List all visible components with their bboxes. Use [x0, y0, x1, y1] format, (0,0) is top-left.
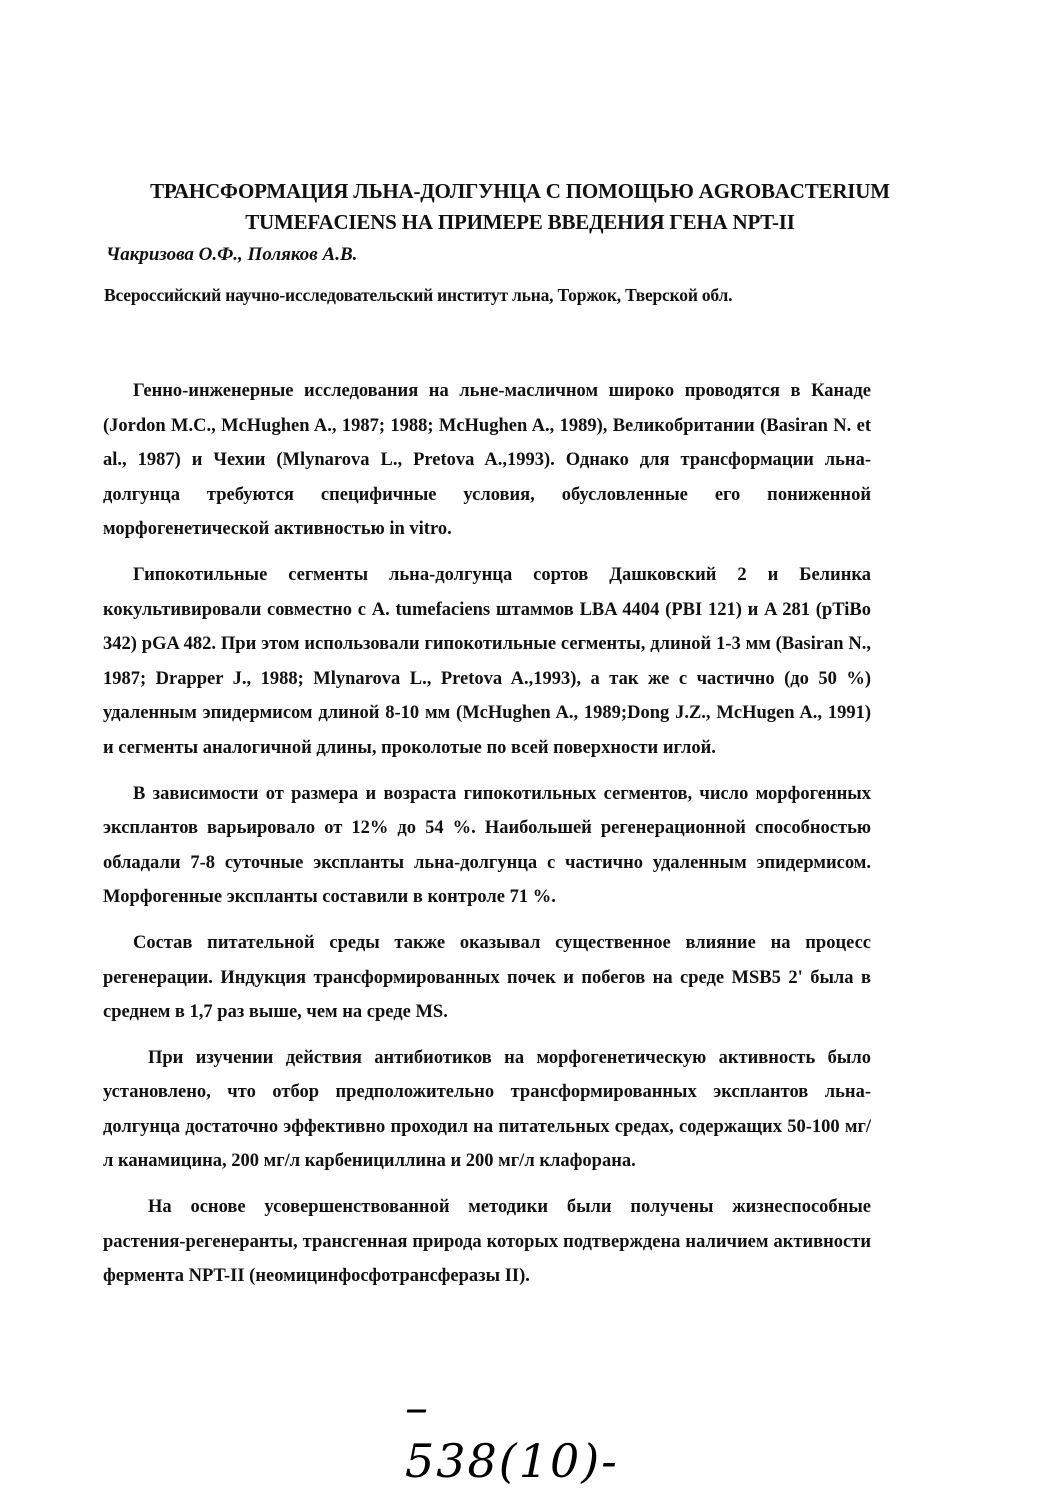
paragraph-2: Гипокотильные сегменты льна-долгунца сортов Дашковский 2 и Белинка кокультивировали совместно с A. tumefaciens штаммов LBA 4404 (PBI 121) и A 281 (pTiBo 342) pGA 482. При этом использовали гипокотильные сегменты, длиной 1-3 мм (Basiran N., 1987; Drapper J., 1988; Mlynarova L., Pretova A.,1993), а так же с частично (до 50 %) удаленным эпидермисом длиной 8-10 мм (McHughen A., 1989;Dong J.Z., McHugen A., 1991) и сегменты аналогичной длины, проколотые по всей поверхности иглой. — [103, 564, 871, 758]
paragraph-5: При изучении действия антибиотиков на морфогенетическую активность было установлено, что отбор предположительно трансформированных эксплантов льна-долгунца достаточно эффективно проходил на питательных средах, содержащих 50-100 мг/л канамицина, 200 мг/л карбенициллина и 200 мг/л клафорана. — [103, 1047, 871, 1172]
paper-title — [100, 176, 940, 238]
paragraph-1: Генно-инженерные исследования на льне-масличном широко проводятся в Канаде (Jordon M.C., McHughen A., 1987; 1988; McHughen A., 1989), Великобритании (Basiran N. et al., 1987) и Чехии (Mlynarova L., Pretova A.,1993). Однако для трансформации льна-долгунца требуются специфичные условия, обусловленные его пониженной морфогенетической активностью in vitro. — [103, 381, 871, 540]
affiliation: Всероссийский научно-исследовательский институт льна, Торжок, Тверской обл. — [104, 285, 733, 305]
handwritten-page-number: – 538(10)- — [405, 1380, 619, 1488]
title-line-1: ТРАНСФОРМАЦИЯ ЛЬНА-ДОЛГУНЦА С ПОМОЩЬЮ AGROBACTERIUM — [150, 179, 890, 203]
title-line-2: TUMEFACIENS НА ПРИМЕРЕ ВВЕДЕНИЯ ГЕНА NPT-II — [245, 210, 795, 234]
paragraph-6: На основе усовершенствованной методики были получены жизнеспособные растения-регенеранты, трансгенная природа которых подтверждена наличием активности фермента NPT-II (неомицинфосфотрансферазы II). — [103, 1197, 871, 1287]
body-text — [103, 374, 871, 1305]
authors: Чакризова О.Ф., Поляков А.В. — [106, 244, 358, 265]
paragraph-3: В зависимости от размера и возраста гипокотильных сегментов, число морфогенных эксплантов варьировало от 12% до 54 %. Наибольшей регенерационной способностью обладали 7-8 суточные экспланты льна-долгунца с частично удаленным эпидермисом. Морфогенные экспланты составили в контроле 71 %. — [103, 783, 871, 908]
paragraph-4: Состав питательной среды также оказывал существенное влияние на процесс регенерации. Индукция трансформированных почек и побегов на среде MSB5 2' была в среднем в 1,7 раз выше, чем на среде MS. — [103, 932, 871, 1023]
